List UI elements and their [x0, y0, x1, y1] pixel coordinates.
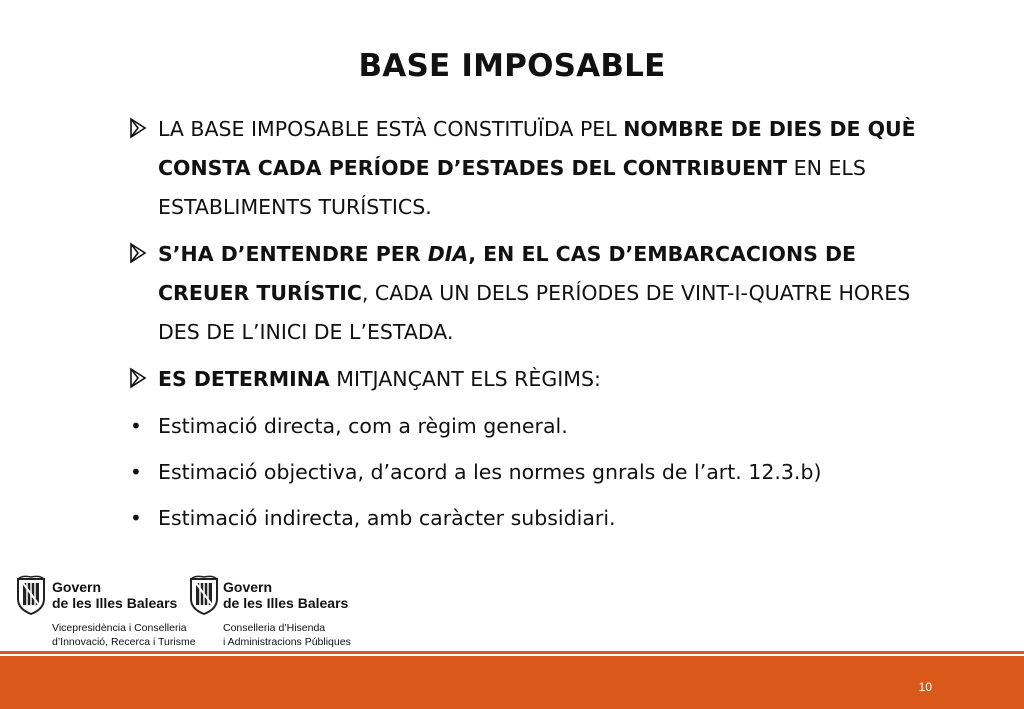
item-text-part: S’HA D’ENTENDRE PER	[158, 242, 428, 266]
logo-name-line2: de les Illes Balears	[52, 595, 178, 611]
list-item	[128, 499, 918, 538]
item-text-part: DIA	[427, 242, 469, 266]
logo-dept-line2: d’Innovació, Recerca i Turisme	[52, 636, 196, 648]
item-text-part: , CADA UN DELS PERÍODES DE VINT-I-QUATRE HORES DES DE L’INICI DE L’ESTADA.	[158, 281, 911, 344]
item-text-part: EN ELS ESTABLIMENTS TURÍSTICS.	[158, 156, 866, 219]
round-bullet-icon: •	[130, 414, 142, 438]
govern-shield-icon	[189, 575, 219, 615]
item-text-part: LA BASE IMPOSABLE ESTÀ CONSTITUÏDA PEL	[158, 117, 624, 141]
list-item	[128, 407, 918, 446]
item-text-part: MITJANÇANT ELS RÈGIMS:	[329, 367, 601, 391]
footer-bar	[0, 656, 1024, 709]
list-item	[128, 453, 918, 492]
arrow-bullet-icon	[128, 241, 148, 265]
logo-dept-line1: Conselleria d’Hisenda	[223, 622, 326, 634]
round-bullet-icon: •	[130, 460, 142, 484]
page-number: 10	[918, 680, 932, 694]
logo-name-line1: Govern	[52, 579, 102, 595]
item-text-part: ES DETERMINA	[158, 367, 330, 391]
item-text-part: NOMBRE DE DIES DE QUÈ CONSTA CADA PERÍODE D’ESTADES DEL CONTRIBUENT	[158, 117, 916, 180]
list-item	[128, 110, 918, 227]
logo-dept-line2: i Administracions Públiques	[223, 636, 351, 648]
govern-shield-icon	[16, 575, 46, 615]
arrow-bullet-icon	[128, 366, 148, 390]
arrow-bullet-icon	[128, 116, 148, 140]
logo-name-line2: de les Illes Balears	[223, 595, 349, 611]
round-bullet-icon: •	[130, 506, 142, 530]
item-text-part: , EN EL CAS D’EMBARCACIONS DE CREUER TURÍSTIC	[158, 242, 857, 305]
item-text-part: Estimació directa, com a règim general.	[158, 414, 568, 438]
slide-content	[128, 110, 918, 545]
logo-dept-line1: Vicepresidència i Conselleria	[52, 622, 187, 634]
logo-name-line1: Govern	[223, 579, 273, 595]
footer-divider	[0, 651, 1024, 654]
item-text-part: Estimació indirecta, amb caràcter subsidiari.	[158, 506, 616, 530]
slide-title: BASE IMPOSABLE	[358, 48, 666, 84]
list-item	[128, 360, 918, 399]
list-item	[128, 235, 918, 352]
item-text-part: Estimació objectiva, d’acord a les normes gnrals de l’art. 12.3.b)	[158, 460, 822, 484]
